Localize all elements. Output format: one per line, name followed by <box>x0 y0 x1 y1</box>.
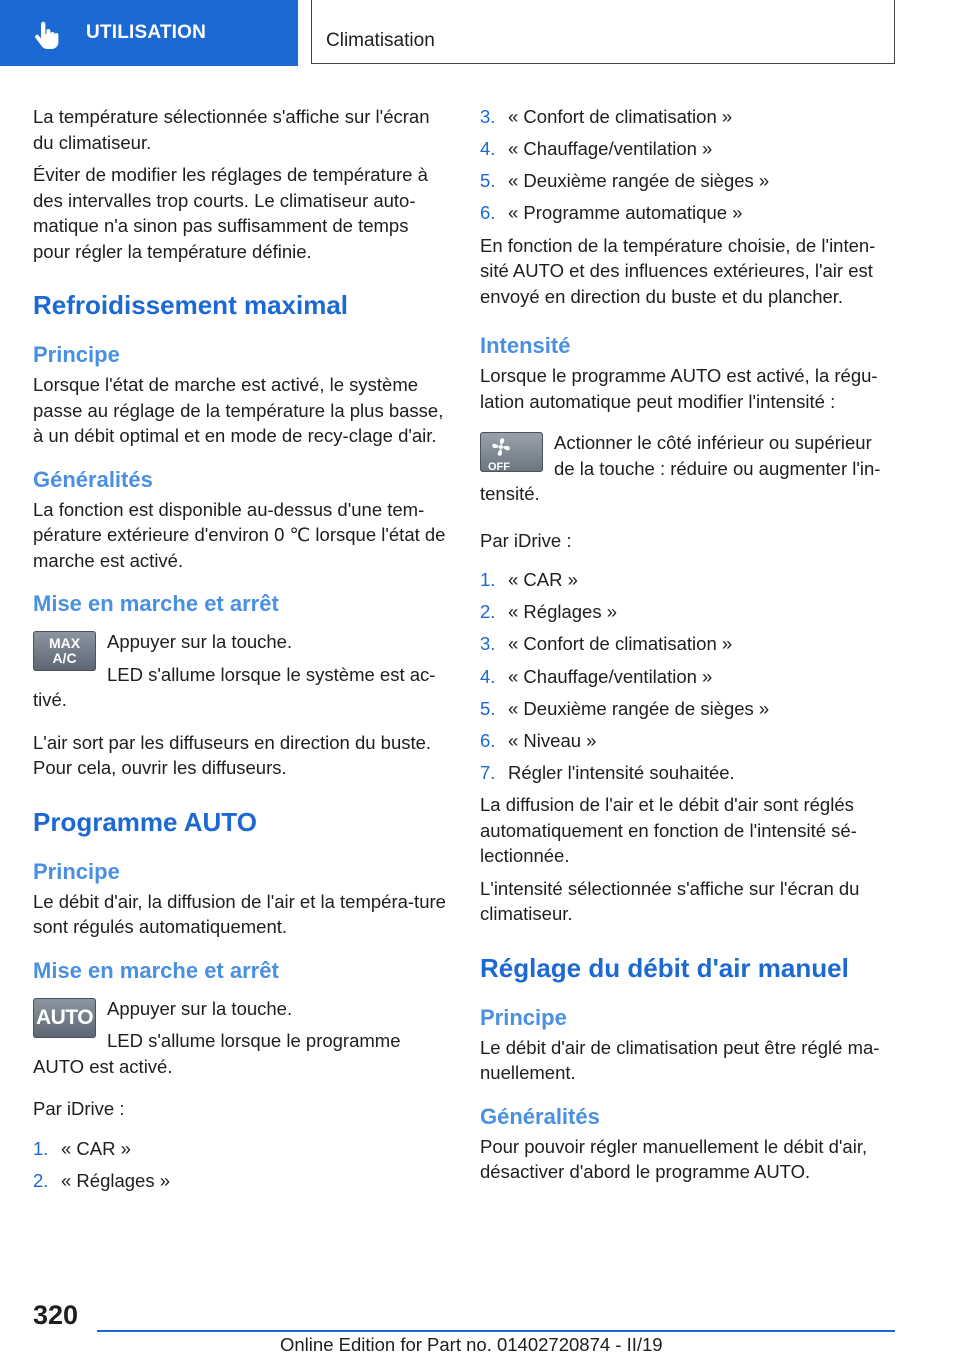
list-item: 7. Régler l'intensité souhaitée. <box>480 761 735 783</box>
paragraph: Le débit d'air de climatisation peut être réglé ma-nuellement. <box>480 1036 880 1084</box>
list-item: 6. « Niveau » <box>480 729 597 751</box>
subheading-generalites: Généralités <box>480 1103 600 1129</box>
hand-pointer-icon <box>32 20 66 50</box>
paragraph: LED s'allume lorsque le système est ac-tivé. <box>33 663 436 710</box>
paragraph: Le débit d'air, la diffusion de l'air et la tempéra-ture sont régulés automatiquement. <box>33 890 446 937</box>
paragraph: La diffusion de l'air et le débit d'air sont réglés automatiquement en fonction de l'intensité sé-lectionnée. <box>480 794 857 867</box>
paragraph: LED s'allume lorsque le programme AUTO est activé. <box>33 1030 401 1077</box>
paragraph: En fonction de la température choisie, de l'inten-sité AUTO et des influences extérieures, l'air est envoyé en direction du buste et du plancher. <box>480 234 876 307</box>
key-instruction <box>480 430 894 514</box>
key-instruction <box>33 996 447 1087</box>
footer-divider <box>97 1330 895 1332</box>
paragraph: L'air sort par les diffuseurs en direction du buste. Pour cela, ouvrir les diffuseurs. <box>33 731 432 778</box>
subheading-mise-en-marche: Mise en marche et arrêt <box>33 591 279 616</box>
section-title: Climatisation <box>326 30 435 51</box>
step-list <box>33 1136 447 1194</box>
edition-note: Online Edition for Part no. 01402720874 - II/19 <box>280 1334 663 1355</box>
list-item: 4. « Chauffage/ventilation » <box>480 138 713 160</box>
paragraph: La fonction est disponible au-dessus d'une tem-pérature extérieure d'environ 0 ℃ lorsque l'état de marche est activé. <box>33 498 446 571</box>
subheading-principe: Principe <box>480 1004 567 1030</box>
step-list <box>480 104 894 226</box>
subheading-generalites: Généralités <box>33 466 153 492</box>
max-ac-key-icon: MAX A/C <box>33 631 96 671</box>
auto-key-icon: AUTO <box>33 998 96 1038</box>
page-number: 320 <box>33 1300 79 1330</box>
list-item: 3. « Confort de climatisation » <box>480 106 733 127</box>
paragraph: Éviter de modifier les réglages de température à des intervalles trop courts. Le climatiseur auto-matique n'a sinon pas suffisamment de temps pour régler la température définie. <box>33 164 428 262</box>
fan-key-icon: OFF <box>480 432 543 472</box>
list-item: 2. « Réglages » <box>480 601 618 623</box>
paragraph: Actionner le côté inférieur ou supérieur de la touche : réduire ou augmenter l'in-tensité. <box>480 432 881 505</box>
chapter-label: UTILISATION <box>86 22 207 43</box>
subheading-principe: Principe <box>33 858 120 884</box>
subheading-intensite: Intensité <box>480 333 571 359</box>
paragraph: Par iDrive : <box>480 529 572 551</box>
left-column <box>33 104 447 1200</box>
section-header <box>311 0 895 64</box>
paragraph: Appuyer sur la touche. <box>107 997 293 1019</box>
list-item: 1. « CAR » <box>480 569 578 591</box>
step-list <box>480 567 894 785</box>
list-item: 3. « Confort de climatisation » <box>480 633 733 655</box>
list-item: 5. « Deuxième rangée de sièges » <box>480 170 770 192</box>
heading-programme-auto: Programme AUTO <box>33 806 257 837</box>
chapter-tab <box>0 0 298 66</box>
paragraph: L'intensité sélectionnée s'affiche sur l'écran du climatiseur. <box>480 877 860 925</box>
list-item: 4. « Chauffage/ventilation » <box>480 665 713 687</box>
paragraph: Par iDrive : <box>33 1098 125 1119</box>
paragraph: Pour pouvoir régler manuellement le débit d'air, désactiver d'abord le programme AUTO. <box>480 1135 868 1183</box>
paragraph: Appuyer sur la touche. <box>107 631 293 652</box>
key-instruction <box>33 629 447 720</box>
subheading-mise-en-marche: Mise en marche et arrêt <box>33 957 279 983</box>
list-item: 1. « CAR » <box>33 1137 131 1159</box>
subheading-principe: Principe <box>33 342 120 367</box>
right-column <box>480 104 894 1192</box>
list-item: 5. « Deuxième rangée de sièges » <box>480 697 770 719</box>
list-item: 6. « Programme automatique » <box>480 202 743 224</box>
list-item: 2. « Réglages » <box>33 1169 171 1191</box>
heading-refroidissement: Refroidissement maximal <box>33 290 349 320</box>
paragraph: Lorsque l'état de marche est activé, le système passe au réglage de la température la plus basse, à un débit optimal et en mode de recy-clage d'air. <box>33 374 444 446</box>
heading-reglage-debit: Réglage du débit d'air manuel <box>480 952 849 983</box>
paragraph: Lorsque le programme AUTO est activé, la régu-lation automatique peut modifier l'intensité : <box>480 365 878 412</box>
paragraph: La température sélectionnée s'affiche sur l'écran du climatiseur. <box>33 106 430 153</box>
